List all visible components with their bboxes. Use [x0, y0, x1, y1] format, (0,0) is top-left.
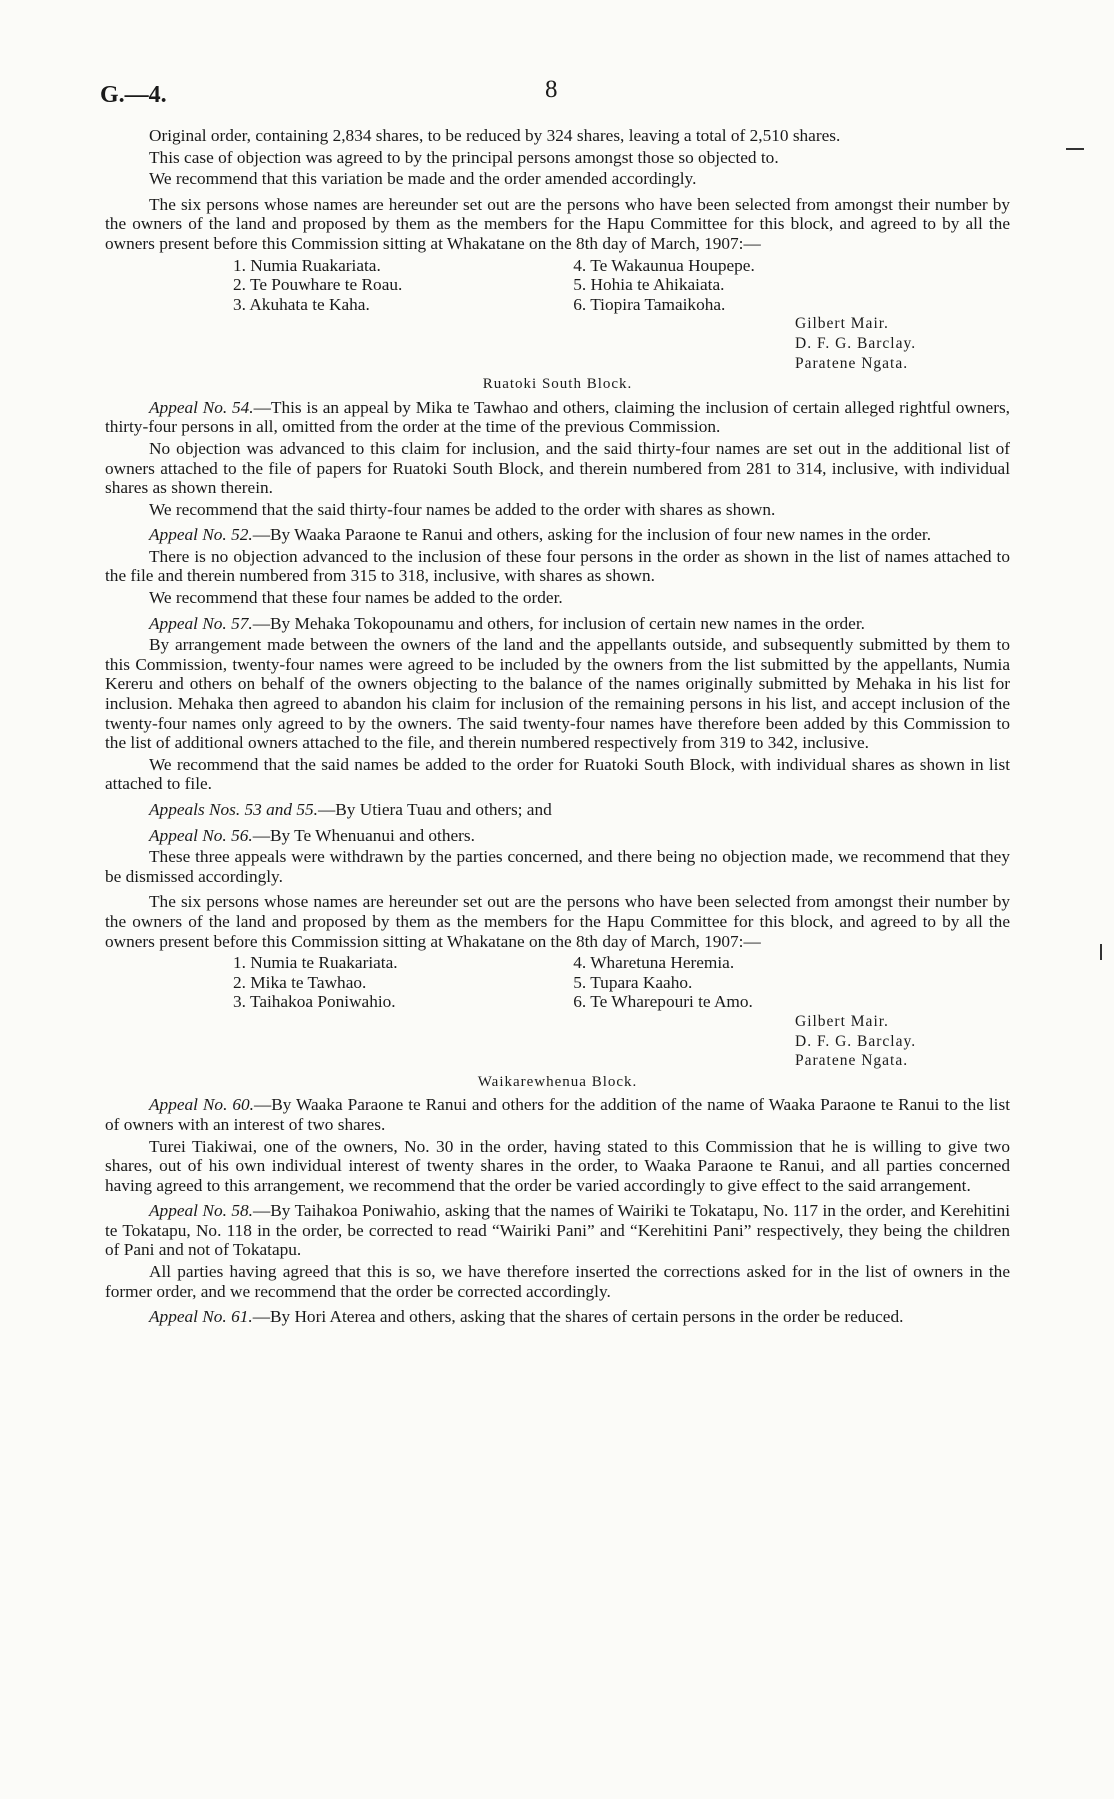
- paragraph: This case of objection was agreed to by the principal persons amongst those so objected to.: [149, 147, 779, 167]
- paragraph: We recommend that these four names be added to the order.: [149, 588, 563, 608]
- list-item: 1. Numia Ruakariata.: [233, 255, 381, 275]
- list-item: 5. Tupara Kaaho.: [573, 972, 693, 992]
- list-item: 2. Mika te Tawhao.: [233, 972, 367, 992]
- paragraph: We recommend that this variation be made and the order amended accordingly.: [149, 169, 697, 189]
- appeal-paragraph: [105, 525, 1010, 545]
- section-title: Waikarewhenua Block.: [477, 1073, 638, 1090]
- signatory: Gilbert Mair.: [795, 1012, 889, 1030]
- appeal-paragraph: [105, 826, 1010, 846]
- paragraph: By arrangement made between the owners of the land and the appellants outside, and subsequently submitted by them to this Commission, twenty-four names were agreed to be included by the owners from the list submitted by the appellants, Numia Kereru and others on behalf of the owners objecting to the balance of the names originally submitted by Mehaka in his list for inclusion. Mehaka then agreed to abandon his claim for inclusion of the remaining persons in his list, and accept inclusion of the twenty-four names only agreed to by the owners. The said twenty-four names have therefore been added by this Commission to the list of additional owners attached to the file, and therein numbered respectively from 319 to 342, inclusive.: [105, 635, 1010, 753]
- body-text: [105, 126, 1010, 1329]
- list-item: 3. Akuhata te Kaha.: [233, 294, 370, 314]
- signature-block: [795, 314, 1010, 373]
- signature-block: [795, 1012, 1010, 1071]
- appeal-text: —By Taihakoa Poniwahio, asking that the names of Wairiki te Tokatapu, No. 117 in the order, and Kerehitini te Tokatapu, No. 118 in the order, be corrected to read “Wairiki Pani” and “Kerehitini Pani” respectively, they being the children of Pani and not of Tokatapu.: [105, 1201, 1010, 1260]
- appeal-paragraph: [105, 1307, 1010, 1327]
- list-item: 3. Taihakoa Poniwahio.: [233, 992, 396, 1012]
- paragraph: The six persons whose names are hereunder set out are the persons who have been selected from amongst their number by the owners of the land and proposed by them as the members for the Hapu Committee for this block, and agreed to by all the owners present before this Commission sitting at Whakatane on the 8th day of March, 1907:—: [105, 892, 1010, 951]
- list-item: 6. Te Wharepouri te Amo.: [573, 992, 753, 1012]
- paragraph: We recommend that the said names be added to the order for Ruatoki South Block, with individual shares as shown in list attached to file.: [105, 754, 1010, 794]
- list-item: 4. Wharetuna Heremia.: [573, 953, 735, 973]
- paragraph: These three appeals were withdrawn by the parties concerned, and there being no objection made, we recommend that they be dismissed accordingly.: [105, 847, 1010, 886]
- appeal-paragraph: [105, 614, 1010, 634]
- appeal-label: Appeals Nos. 53 and 55.: [149, 800, 318, 819]
- signatory: Paratene Ngata.: [795, 354, 909, 372]
- committee-names-list: [105, 953, 1010, 1012]
- page-number: 8: [545, 76, 558, 103]
- appeal-label: Appeal No. 54.: [149, 397, 254, 417]
- appeal-text: —By Utiera Tuau and others; and: [317, 800, 552, 819]
- paragraph: Original order, containing 2,834 shares, to be reduced by 324 shares, leaving a total of 2,510 shares.: [149, 126, 841, 145]
- appeal-text: —By Te Whenuanui and others.: [252, 825, 475, 845]
- paragraph: The six persons whose names are hereunder set out are the persons who have been selected from amongst their number by the owners of the land and proposed by them as the members for the Hapu Committee for this block, and agreed to by all the owners present before this Commission sitting at Whakatane on the 8th day of March, 1907:—: [105, 194, 1010, 253]
- appeal-label: Appeal No. 60.: [149, 1095, 254, 1115]
- appeal-paragraph: [105, 1201, 1010, 1260]
- list-item: 5. Hohia te Ahikaiata.: [573, 275, 725, 295]
- document-reference: G.—4.: [100, 82, 167, 108]
- appeal-text: —This is an appeal by Mika te Tawhao and others, claiming the inclusion of certain alleged rightful owners, thirty-four persons in all, omitted from the order at the time of the previous Commission.: [105, 397, 1010, 437]
- list-item: 2. Te Pouwhare te Roau.: [233, 275, 403, 295]
- signatory: Paratene Ngata.: [795, 1052, 909, 1070]
- paragraph: No objection was advanced to this claim for inclusion, and the said thirty-four names are set out in the additional list of owners attached to the file of papers for Ruatoki South Block, and therein numbered from 281 to 314, inclusive, with individual shares as shown therein.: [105, 438, 1010, 498]
- appeal-paragraph: [105, 1095, 1010, 1134]
- appeal-label: Appeal No. 61.: [149, 1307, 253, 1327]
- appeal-paragraph: [105, 800, 1010, 820]
- paragraph: All parties having agreed that this is so, we have therefore inserted the corrections asked for in the list of owners in the former order, and we recommend that the order be corrected accordingly.: [105, 1262, 1010, 1301]
- committee-names-list: [105, 256, 1010, 315]
- appeal-label: Appeal No. 57.: [149, 613, 253, 633]
- appeal-label: Appeal No. 58.: [149, 1201, 253, 1221]
- list-item: 6. Tiopira Tamaikoha.: [573, 294, 726, 314]
- appeal-text: —By Waaka Paraone te Ranui and others for the addition of the name of Waaka Paraone te Ranui to the list of owners with an interest of two shares.: [105, 1095, 1011, 1134]
- paragraph: Turei Tiakiwai, one of the owners, No. 30 in the order, having stated to this Commission that he is willing to give two shares, out of his own individual interest of twenty shares in the order, to Waaka Paraone te Ranui, and all parties concerned having agreed to this arrangement, we recommend that the order be varied accordingly to give effect to the said arrangement.: [105, 1136, 1010, 1195]
- margin-mark: [1066, 148, 1084, 150]
- signatory: D. F. G. Barclay.: [795, 334, 917, 352]
- appeal-text: —By Waaka Paraone te Ranui and others, asking for the inclusion of four new names in the order.: [252, 525, 932, 545]
- appeal-text: —By Mehaka Tokopounamu and others, for inclusion of certain new names in the order.: [252, 613, 865, 633]
- paragraph: We recommend that the said thirty-four names be added to the order with shares as shown.: [149, 499, 776, 519]
- signatory: D. F. G. Barclay.: [795, 1032, 917, 1050]
- signatory: Gilbert Mair.: [795, 315, 889, 333]
- margin-mark: [1100, 944, 1102, 960]
- appeal-label: Appeal No. 52.: [149, 525, 253, 545]
- appeal-label: Appeal No. 56.: [149, 825, 253, 845]
- list-item: 1. Numia te Ruakariata.: [233, 953, 398, 973]
- appeal-paragraph: [105, 398, 1010, 437]
- appeal-text: —By Hori Aterea and others, asking that the shares of certain persons in the order be reduced.: [252, 1307, 904, 1327]
- section-title: Ruatoki South Block.: [482, 376, 633, 393]
- list-item: 4. Te Wakaunua Houpepe.: [573, 255, 755, 275]
- paragraph: There is no objection advanced to the inclusion of these four persons in the order as shown in the list of names attached to the file and therein numbered from 315 to 318, inclusive, with shares as shown.: [105, 546, 1010, 586]
